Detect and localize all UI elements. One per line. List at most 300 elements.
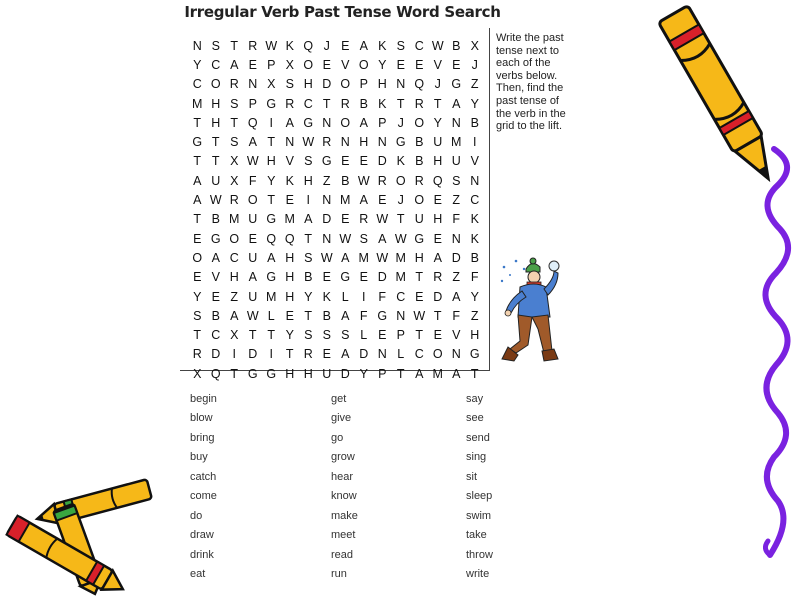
grid-letter[interactable]: Q	[414, 77, 425, 92]
grid-letter[interactable]: O	[210, 77, 221, 92]
grid-letter[interactable]: H	[285, 289, 295, 304]
grid-letter[interactable]: N	[248, 77, 258, 92]
grid-letter[interactable]: L	[267, 308, 275, 323]
grid-letter[interactable]: T	[433, 308, 442, 323]
grid-letter[interactable]: G	[210, 231, 221, 246]
grid-letter[interactable]: K	[322, 289, 331, 304]
grid-letter[interactable]: T	[193, 212, 202, 227]
grid-letter[interactable]: E	[285, 193, 294, 208]
grid-letter[interactable]: E	[193, 270, 202, 285]
grid-letter[interactable]: N	[322, 193, 332, 208]
grid-letter[interactable]: G	[266, 212, 277, 227]
grid-letter[interactable]: X	[285, 57, 294, 72]
grid-letter[interactable]: G	[321, 154, 332, 169]
grid-letter[interactable]: O	[432, 347, 443, 362]
grid-letter[interactable]: I	[362, 289, 366, 304]
grid-letter[interactable]: H	[285, 270, 295, 285]
grid-letter[interactable]: B	[341, 173, 350, 188]
grid-letter[interactable]: A	[452, 366, 461, 381]
grid-letter[interactable]: N	[451, 115, 461, 130]
grid-letter[interactable]: B	[470, 250, 479, 265]
grid-letter[interactable]: U	[414, 212, 424, 227]
grid-letter[interactable]: A	[341, 250, 350, 265]
grid-letter[interactable]: D	[322, 212, 332, 227]
grid-letter[interactable]: R	[248, 38, 258, 53]
grid-letter[interactable]: F	[378, 289, 387, 304]
grid-letter[interactable]: O	[247, 193, 258, 208]
grid-letter[interactable]: K	[396, 154, 405, 169]
grid-letter[interactable]: G	[192, 135, 203, 150]
grid-letter[interactable]: G	[340, 270, 351, 285]
grid-letter[interactable]: N	[322, 115, 332, 130]
grid-letter[interactable]: G	[247, 366, 258, 381]
grid-letter[interactable]: H	[303, 173, 313, 188]
grid-letter[interactable]: G	[377, 308, 388, 323]
grid-letter[interactable]: H	[285, 250, 295, 265]
grid-letter[interactable]: T	[193, 154, 202, 169]
grid-letter[interactable]: R	[229, 193, 239, 208]
grid-letter[interactable]: H	[303, 366, 313, 381]
grid-letter[interactable]: Y	[470, 96, 479, 111]
grid-letter[interactable]: E	[415, 289, 424, 304]
grid-letter[interactable]: O	[303, 57, 314, 72]
grid-letter[interactable]: A	[359, 115, 368, 130]
grid-letter[interactable]: W	[246, 308, 259, 323]
grid-letter[interactable]: V	[433, 57, 442, 72]
grid-letter[interactable]: E	[322, 347, 331, 362]
grid-letter[interactable]: T	[211, 154, 220, 169]
grid-letter[interactable]: N	[451, 231, 461, 246]
grid-letter[interactable]: T	[396, 212, 405, 227]
grid-letter[interactable]: E	[285, 308, 294, 323]
grid-letter[interactable]: G	[451, 77, 462, 92]
grid-letter[interactable]: V	[452, 328, 461, 343]
grid-letter[interactable]: P	[378, 366, 387, 381]
grid-letter[interactable]: S	[304, 328, 313, 343]
grid-letter[interactable]: H	[229, 270, 239, 285]
grid-letter[interactable]: M	[340, 193, 351, 208]
grid-letter[interactable]: W	[339, 231, 352, 246]
grid-letter[interactable]: N	[340, 135, 350, 150]
grid-letter[interactable]: I	[269, 115, 273, 130]
grid-letter[interactable]: Y	[267, 173, 276, 188]
verb-item	[190, 467, 217, 487]
grid-letter[interactable]: S	[341, 328, 350, 343]
grid-letter[interactable]: N	[451, 347, 461, 362]
grid-letter[interactable]: P	[267, 57, 276, 72]
grid-letter[interactable]: C	[470, 193, 480, 208]
grid-letter[interactable]: O	[414, 115, 425, 130]
verb-item	[331, 428, 358, 448]
grid-letter[interactable]: P	[378, 115, 387, 130]
grid-letter[interactable]: E	[378, 193, 387, 208]
grid-letter[interactable]: E	[396, 57, 405, 72]
grid-letter[interactable]: F	[452, 212, 461, 227]
grid-letter[interactable]: A	[433, 250, 442, 265]
grid-letter[interactable]: V	[341, 57, 350, 72]
grid-letter[interactable]: G	[469, 347, 480, 362]
grid-letter[interactable]: S	[396, 38, 405, 53]
grid-letter[interactable]: K	[378, 38, 387, 53]
grid-letter[interactable]: T	[230, 115, 239, 130]
grid-letter[interactable]: T	[285, 347, 294, 362]
grid-letter[interactable]: W	[302, 135, 315, 150]
grid-letter[interactable]: E	[248, 57, 257, 72]
grid-letter[interactable]: G	[266, 366, 277, 381]
grid-letter[interactable]: O	[414, 193, 425, 208]
grid-letter[interactable]: N	[396, 308, 406, 323]
grid-letter[interactable]: H	[303, 77, 313, 92]
grid-letter[interactable]: Z	[470, 77, 479, 92]
grid-letter[interactable]: H	[377, 77, 387, 92]
grid-letter[interactable]: W	[209, 193, 222, 208]
grid-letter[interactable]: T	[322, 96, 331, 111]
grid-letter[interactable]: D	[322, 77, 332, 92]
grid-letter[interactable]: P	[359, 77, 368, 92]
grid-letter[interactable]: I	[473, 135, 477, 150]
grid-letter[interactable]: E	[378, 328, 387, 343]
grid-letter[interactable]: T	[211, 135, 220, 150]
grid-letter[interactable]: X	[193, 366, 202, 381]
grid-letter[interactable]: E	[433, 231, 442, 246]
grid-letter[interactable]: H	[211, 96, 221, 111]
grid-letter[interactable]: U	[248, 212, 258, 227]
grid-letter[interactable]: C	[211, 328, 221, 343]
grid-letter[interactable]: C	[192, 77, 202, 92]
grid-letter[interactable]: B	[452, 38, 461, 53]
grid-letter[interactable]: V	[211, 270, 220, 285]
grid-letter[interactable]: S	[304, 154, 313, 169]
grid-letter[interactable]: A	[267, 250, 276, 265]
grid-letter[interactable]: K	[285, 38, 294, 53]
grid-letter[interactable]: Y	[193, 289, 202, 304]
grid-letter[interactable]: A	[248, 270, 257, 285]
grid-letter[interactable]: A	[211, 250, 220, 265]
verb-item	[331, 448, 358, 468]
grid-letter[interactable]: R	[303, 347, 313, 362]
grid-letter[interactable]: L	[360, 328, 368, 343]
grid-letter[interactable]: W	[265, 38, 278, 53]
grid-letter[interactable]: Y	[359, 366, 368, 381]
grid-letter[interactable]: D	[248, 347, 258, 362]
grid-letter[interactable]: N	[377, 347, 387, 362]
grid-letter[interactable]: E	[193, 231, 202, 246]
grid-row	[188, 190, 484, 209]
grid-letter[interactable]: R	[322, 135, 332, 150]
grid-letter[interactable]: F	[452, 308, 461, 323]
grid-letter[interactable]: H	[359, 135, 369, 150]
grid-letter[interactable]: S	[230, 135, 239, 150]
grid-letter[interactable]: A	[285, 115, 294, 130]
grid-letter[interactable]: G	[303, 115, 314, 130]
grid-letter[interactable]: E	[322, 57, 331, 72]
grid-letter[interactable]: Q	[266, 231, 277, 246]
grid-letter[interactable]: X	[230, 154, 239, 169]
grid-letter[interactable]: G	[266, 270, 277, 285]
grid-letter[interactable]: X	[230, 328, 239, 343]
grid-letter[interactable]: A	[230, 308, 239, 323]
grid-letter[interactable]: S	[193, 308, 202, 323]
grid-letter[interactable]: E	[248, 231, 257, 246]
grid-letter[interactable]: J	[323, 38, 330, 53]
grid-letter[interactable]: F	[359, 308, 368, 323]
grid-letter[interactable]: T	[433, 96, 442, 111]
grid-letter[interactable]: A	[452, 289, 461, 304]
grid-letter[interactable]: N	[396, 77, 406, 92]
grid-letter[interactable]: A	[230, 57, 239, 72]
grid-letter[interactable]: B	[470, 115, 479, 130]
grid-letter[interactable]: H	[414, 250, 424, 265]
grid-letter[interactable]: D	[433, 289, 443, 304]
grid-letter[interactable]: O	[192, 250, 203, 265]
grid-letter[interactable]: E	[452, 57, 461, 72]
grid-letter[interactable]: L	[397, 347, 405, 362]
grid-letter[interactable]: G	[266, 96, 277, 111]
verb-word: make	[331, 509, 358, 522]
grid-letter[interactable]: T	[267, 328, 276, 343]
grid-letter[interactable]: X	[230, 173, 239, 188]
grid-letter[interactable]: Y	[470, 289, 479, 304]
grid-letter[interactable]: T	[230, 366, 239, 381]
grid-letter[interactable]: S	[230, 96, 239, 111]
grid-letter[interactable]: A	[248, 135, 257, 150]
grid-letter[interactable]: Q	[432, 173, 443, 188]
grid-letter[interactable]: T	[396, 366, 405, 381]
grid-letter[interactable]: O	[395, 173, 406, 188]
grid-letter[interactable]: T	[267, 193, 276, 208]
grid-letter[interactable]: Y	[193, 57, 202, 72]
verb-item	[331, 389, 358, 409]
grid-letter[interactable]: T	[304, 231, 313, 246]
grid-letter[interactable]: W	[413, 308, 426, 323]
grid-letter[interactable]: E	[341, 154, 350, 169]
grid-letter[interactable]: S	[359, 231, 368, 246]
grid-letter[interactable]: Z	[452, 193, 461, 208]
grid-letter[interactable]: D	[377, 154, 387, 169]
grid-letter[interactable]: T	[248, 328, 257, 343]
grid-letter[interactable]: M	[432, 366, 443, 381]
grid-letter[interactable]: I	[306, 193, 310, 208]
grid-letter[interactable]: M	[395, 270, 406, 285]
grid-letter[interactable]: O	[340, 115, 351, 130]
grid-letter[interactable]: B	[211, 308, 220, 323]
grid-letter[interactable]: Q	[284, 231, 295, 246]
grid-letter[interactable]: M	[284, 212, 295, 227]
grid-letter[interactable]: R	[192, 347, 202, 362]
grid-letter[interactable]: A	[341, 347, 350, 362]
grid-letter[interactable]: C	[414, 347, 424, 362]
grid-letter[interactable]: W	[376, 212, 389, 227]
grid-letter[interactable]: H	[266, 154, 276, 169]
grid-letter[interactable]: E	[433, 328, 442, 343]
grid-letter[interactable]: C	[396, 289, 406, 304]
grid-letter[interactable]: B	[359, 96, 368, 111]
verb-item	[466, 565, 493, 585]
grid-letter[interactable]: U	[322, 366, 332, 381]
grid-letter[interactable]: J	[434, 77, 441, 92]
grid-letter[interactable]: N	[322, 231, 332, 246]
grid-letter[interactable]: D	[340, 366, 350, 381]
grid-letter[interactable]: S	[322, 328, 331, 343]
grid-letter[interactable]: C	[303, 96, 313, 111]
grid-letter[interactable]: Z	[452, 270, 461, 285]
grid-letter[interactable]: W	[320, 250, 333, 265]
grid-letter[interactable]: B	[322, 308, 331, 323]
grid-letter[interactable]: Q	[247, 115, 258, 130]
grid-letter[interactable]: J	[397, 115, 404, 130]
grid-letter[interactable]: M	[451, 135, 462, 150]
grid-letter[interactable]: F	[248, 173, 257, 188]
grid-letter[interactable]: A	[378, 231, 387, 246]
grid-letter[interactable]: N	[470, 173, 480, 188]
grid-letter[interactable]: W	[246, 154, 259, 169]
grid-letter[interactable]: F	[470, 270, 479, 285]
grid-letter[interactable]: Y	[285, 328, 294, 343]
grid-letter[interactable]: N	[285, 135, 295, 150]
grid-letter[interactable]: J	[471, 57, 478, 72]
grid-letter[interactable]: M	[358, 250, 369, 265]
grid-letter[interactable]: H	[433, 212, 443, 227]
grid-letter[interactable]: T	[415, 270, 424, 285]
grid-letter[interactable]: Y	[378, 57, 387, 72]
grid-letter[interactable]: K	[470, 212, 479, 227]
grid-letter[interactable]: U	[451, 154, 461, 169]
grid-letter[interactable]: C	[211, 57, 221, 72]
grid-letter[interactable]: R	[433, 270, 443, 285]
grid-letter[interactable]: T	[267, 135, 276, 150]
grid-letter[interactable]: C	[414, 38, 424, 53]
grid-letter[interactable]: E	[341, 212, 350, 227]
grid-letter[interactable]: J	[397, 193, 404, 208]
grid-letter[interactable]: R	[377, 173, 387, 188]
grid-letter[interactable]: E	[341, 38, 350, 53]
verb-word: throw	[466, 548, 493, 561]
grid-letter[interactable]: M	[266, 289, 277, 304]
grid-letter[interactable]: S	[304, 250, 313, 265]
grid-letter[interactable]: T	[415, 328, 424, 343]
grid-letter[interactable]: Z	[322, 173, 331, 188]
grid-letter[interactable]: I	[269, 347, 273, 362]
grid-letter[interactable]: Q	[303, 38, 314, 53]
grid-letter[interactable]: A	[193, 193, 202, 208]
grid-letter[interactable]: K	[378, 96, 387, 111]
grid-letter[interactable]: T	[304, 308, 313, 323]
grid-letter[interactable]: B	[211, 212, 220, 227]
grid-letter[interactable]: O	[229, 231, 240, 246]
grid-letter[interactable]: R	[359, 212, 369, 227]
grid-letter[interactable]: I	[232, 347, 236, 362]
grid-letter[interactable]: A	[452, 96, 461, 111]
grid-letter[interactable]: R	[285, 96, 295, 111]
grid-row	[188, 152, 484, 171]
grid-letter[interactable]: N	[192, 38, 202, 53]
grid-letter[interactable]: T	[396, 96, 405, 111]
grid-letter[interactable]: U	[248, 289, 258, 304]
grid-letter[interactable]: H	[470, 328, 480, 343]
grid-letter[interactable]: A	[193, 173, 202, 188]
grid-letter[interactable]: K	[470, 231, 479, 246]
grid-letter[interactable]: A	[304, 212, 313, 227]
grid-letter[interactable]: U	[211, 173, 221, 188]
grid-letter[interactable]: V	[470, 154, 479, 169]
grid-letter[interactable]: T	[470, 366, 479, 381]
grid-letter[interactable]: S	[285, 77, 294, 92]
grid-letter[interactable]: P	[248, 96, 257, 111]
grid-letter[interactable]: R	[414, 173, 424, 188]
grid-letter[interactable]: M	[229, 212, 240, 227]
grid-letter[interactable]: E	[359, 270, 368, 285]
grid-letter[interactable]: C	[229, 250, 239, 265]
grid-letter[interactable]: R	[229, 77, 239, 92]
verb-item	[466, 428, 493, 448]
grid-letter[interactable]: W	[357, 173, 370, 188]
grid-letter[interactable]: D	[211, 347, 221, 362]
verb-item	[190, 565, 217, 585]
grid-letter[interactable]: U	[433, 135, 443, 150]
grid-letter[interactable]: V	[285, 154, 294, 169]
grid-letter[interactable]: E	[415, 57, 424, 72]
grid-letter[interactable]: E	[359, 154, 368, 169]
grid-letter[interactable]: A	[359, 38, 368, 53]
grid-letter[interactable]: G	[414, 231, 425, 246]
grid-letter[interactable]: P	[396, 328, 405, 343]
grid-letter[interactable]: B	[304, 270, 313, 285]
grid-letter[interactable]: Z	[470, 308, 479, 323]
grid-letter[interactable]: N	[377, 135, 387, 150]
grid-letter[interactable]: Z	[230, 289, 239, 304]
grid-letter[interactable]: M	[192, 96, 203, 111]
grid-letter[interactable]: W	[376, 250, 389, 265]
grid-letter[interactable]: H	[285, 366, 295, 381]
grid-letter[interactable]: E	[211, 289, 220, 304]
grid-letter[interactable]: D	[359, 347, 369, 362]
grid-letter[interactable]: A	[341, 308, 350, 323]
grid-letter[interactable]: U	[248, 250, 258, 265]
grid-letter[interactable]: W	[394, 231, 407, 246]
grid-letter[interactable]: Y	[304, 289, 313, 304]
grid-letter[interactable]: D	[377, 270, 387, 285]
grid-letter[interactable]: X	[470, 38, 479, 53]
grid-letter[interactable]: B	[415, 135, 424, 150]
grid-letter[interactable]: L	[341, 289, 349, 304]
grid-letter[interactable]: X	[267, 77, 276, 92]
grid-letter[interactable]: R	[414, 96, 424, 111]
grid-letter[interactable]: E	[433, 193, 442, 208]
grid-letter[interactable]: S	[211, 38, 220, 53]
grid-letter[interactable]: O	[358, 57, 369, 72]
grid-letter[interactable]: T	[193, 328, 202, 343]
grid-letter[interactable]: T	[230, 38, 239, 53]
grid-letter[interactable]: S	[452, 173, 461, 188]
grid-letter[interactable]: E	[322, 270, 331, 285]
grid-letter[interactable]: O	[340, 77, 351, 92]
grid-letter[interactable]: D	[451, 250, 461, 265]
grid-letter[interactable]: K	[285, 173, 294, 188]
grid-letter[interactable]: M	[395, 250, 406, 265]
grid-letter[interactable]: R	[340, 96, 350, 111]
grid-letter[interactable]: Q	[210, 366, 221, 381]
grid-letter[interactable]: H	[211, 115, 221, 130]
grid-letter[interactable]: G	[395, 135, 406, 150]
grid-letter[interactable]: W	[431, 38, 444, 53]
grid-letter[interactable]: A	[415, 366, 424, 381]
grid-letter[interactable]: H	[433, 154, 443, 169]
grid-letter[interactable]: A	[359, 193, 368, 208]
grid-letter[interactable]: B	[415, 154, 424, 169]
grid-letter[interactable]: Y	[433, 115, 442, 130]
grid-row	[188, 94, 484, 113]
grid-letter[interactable]: T	[193, 115, 202, 130]
